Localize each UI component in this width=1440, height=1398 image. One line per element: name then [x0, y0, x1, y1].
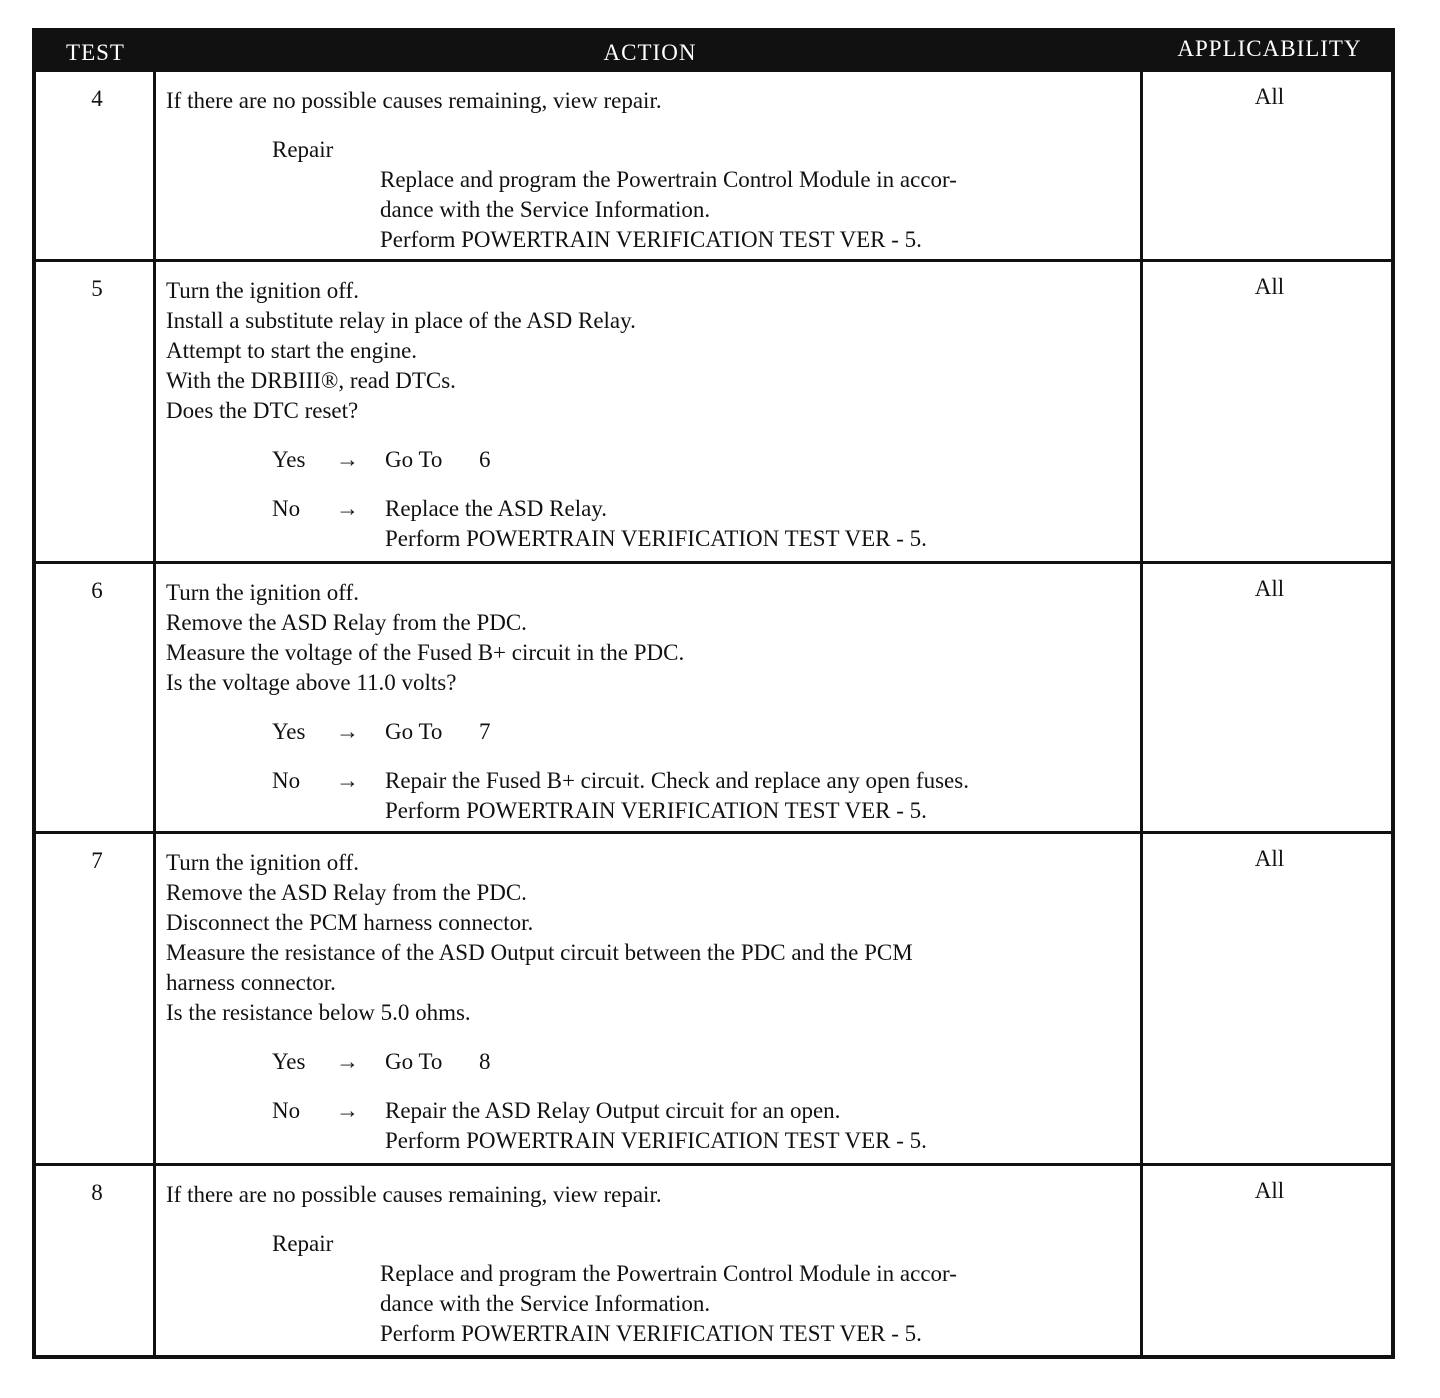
table-row — [36, 262, 1391, 561]
step-text: Is the voltage above 11.0 volts? — [166, 670, 457, 695]
action-cell — [166, 276, 1138, 554]
repair-label: Repair — [272, 1231, 334, 1256]
arrow-icon: → — [336, 1098, 359, 1123]
step-text: harness connector. — [166, 970, 336, 995]
no-label: No — [272, 768, 301, 793]
step-text: Remove the ASD Relay from the PDC. — [166, 610, 527, 635]
test-number: 5 — [91, 276, 103, 301]
yes-label: Yes — [272, 447, 306, 472]
no-branch — [166, 494, 1138, 524]
no-action-text: Repair the ASD Relay Output circuit for an open. — [385, 1098, 841, 1123]
no-action-text: Perform POWERTRAIN VERIFICATION TEST VER - 5. — [385, 798, 927, 823]
repair-text: Replace and program the Powertrain Control Module in accor- — [380, 167, 957, 192]
goto-text: Go To — [385, 719, 443, 744]
table-row — [36, 564, 1391, 831]
applicability-value: All — [1254, 84, 1285, 109]
goto-text: Go To — [385, 447, 443, 472]
arrow-icon: → — [336, 1049, 359, 1074]
no-branch — [166, 1096, 1138, 1126]
yes-branch — [166, 717, 1138, 747]
arrow-icon: → — [336, 447, 359, 472]
no-label: No — [272, 1098, 301, 1123]
no-branch — [166, 766, 1138, 796]
step-text: Disconnect the PCM harness connector. — [166, 910, 534, 935]
repair-text: Perform POWERTRAIN VERIFICATION TEST VER - 5. — [380, 1321, 922, 1346]
yes-branch — [166, 445, 1138, 475]
repair-text: Replace and program the Powertrain Control Module in accor- — [380, 1261, 957, 1286]
step-text: Measure the voltage of the Fused B+ circuit in the PDC. — [166, 640, 685, 665]
arrow-icon: → — [336, 768, 359, 793]
applicability-value: All — [1254, 1178, 1285, 1203]
no-action-text: Repair the Fused B+ circuit. Check and replace any open fuses. — [385, 768, 969, 793]
table-row — [36, 1166, 1391, 1356]
applicability-value: All — [1254, 846, 1285, 871]
arrow-icon: → — [336, 496, 359, 521]
goto-target: 6 — [479, 447, 491, 472]
step-text: Install a substitute relay in place of the ASD Relay. — [166, 308, 636, 333]
action-cell — [166, 86, 1138, 255]
test-number: 6 — [91, 578, 103, 603]
yes-label: Yes — [272, 1049, 306, 1074]
repair-text: dance with the Service Information. — [380, 197, 711, 222]
table-header — [36, 32, 1391, 72]
applicability-value: All — [1254, 274, 1285, 299]
repair-label: Repair — [272, 137, 334, 162]
step-text: Does the DTC reset? — [166, 398, 359, 423]
step-text: With the DRBIII®, read DTCs. — [166, 368, 456, 393]
no-action-text: Perform POWERTRAIN VERIFICATION TEST VER - 5. — [385, 526, 927, 551]
header-action: ACTION — [603, 40, 697, 65]
repair-text: Perform POWERTRAIN VERIFICATION TEST VER - 5. — [380, 227, 922, 252]
table-row — [36, 834, 1391, 1163]
table-row — [36, 72, 1391, 259]
no-action-text: Perform POWERTRAIN VERIFICATION TEST VER - 5. — [385, 1128, 927, 1153]
step-text: If there are no possible causes remaining, view repair. — [166, 88, 662, 113]
step-text: Is the resistance below 5.0 ohms. — [166, 1000, 471, 1025]
step-text: Attempt to start the engine. — [166, 338, 418, 363]
step-text: Remove the ASD Relay from the PDC. — [166, 880, 527, 905]
diagnostic-test-table — [32, 28, 1395, 1359]
goto-text: Go To — [385, 1049, 443, 1074]
repair-text: dance with the Service Information. — [380, 1291, 711, 1316]
step-text: Turn the ignition off. — [166, 278, 359, 303]
action-cell — [166, 578, 1138, 826]
test-number: 4 — [91, 86, 103, 111]
test-number: 8 — [91, 1180, 103, 1205]
step-text: Measure the resistance of the ASD Output circuit between the PDC and the PCM — [166, 940, 913, 965]
no-action-text: Replace the ASD Relay. — [385, 496, 608, 521]
action-cell — [166, 848, 1138, 1156]
header-test: TEST — [66, 40, 125, 65]
arrow-icon: → — [336, 719, 359, 744]
yes-branch — [166, 1047, 1138, 1077]
yes-label: Yes — [272, 719, 306, 744]
test-number: 7 — [91, 848, 103, 873]
header-applicability: APPLICABILITY — [1177, 36, 1362, 61]
action-cell — [166, 1180, 1138, 1349]
applicability-value: All — [1254, 576, 1285, 601]
step-text: Turn the ignition off. — [166, 580, 359, 605]
step-text: Turn the ignition off. — [166, 850, 359, 875]
no-label: No — [272, 496, 301, 521]
goto-target: 7 — [479, 719, 491, 744]
step-text: If there are no possible causes remaining, view repair. — [166, 1182, 662, 1207]
goto-target: 8 — [479, 1049, 491, 1074]
